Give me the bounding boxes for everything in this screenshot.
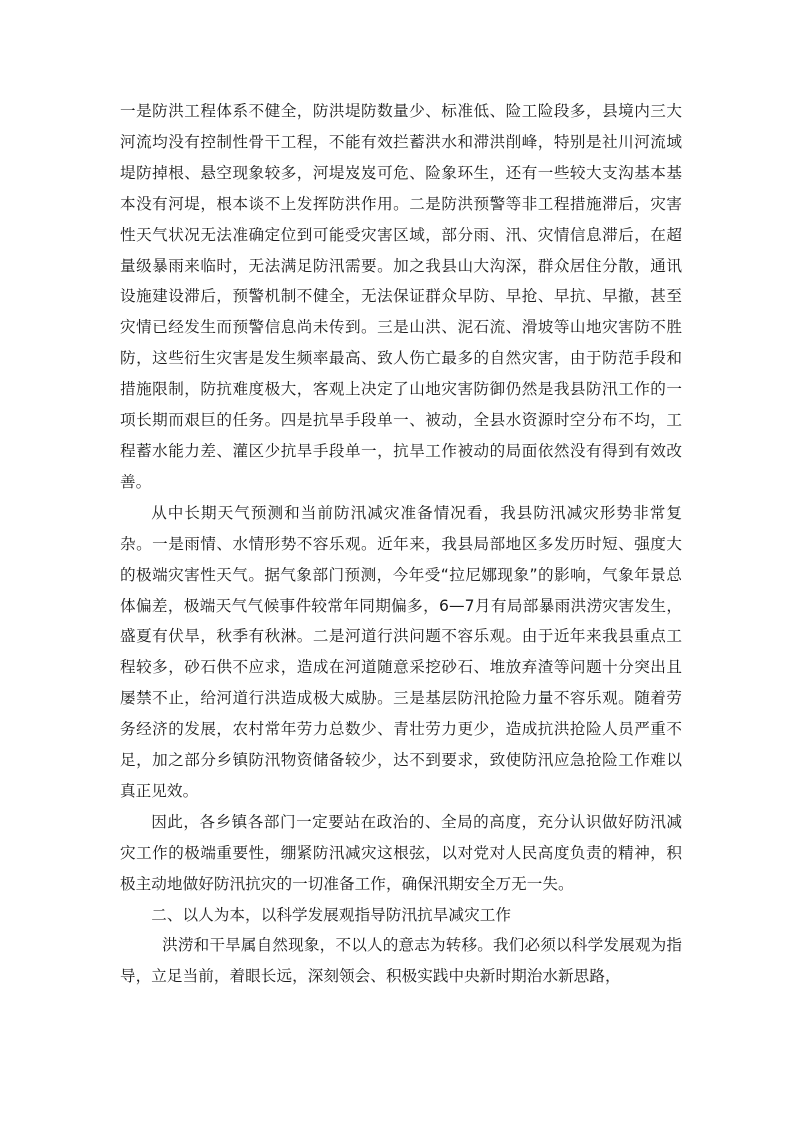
paragraph-scientific-development: 洪涝和干旱属自然现象，不以人的意志为转移。我们必须以科学发展观为指导，立足当前，着眼长远，深刻领会、积极实践中央新时期治水新思路， (120, 936, 682, 986)
paragraph-flood-situation-outlook: 从中长期天气预测和当前防汛减灾准备情况看，我县防汛减灾形势非常复杂。一是雨情、水情形势不容乐观。近年来，我县局部地区多发历时短、强度大的极端灾害性天气。据气象部门预测，今年受“拉尼娜现象”的影响，气象年景总体偏差，极端天气气候事件较常年同期偏多，6—7月有局部暴雨洪涝灾害发生，盛夏有伏旱，秋季有秋淋。二是河道行洪问题不容乐观。由于近年来我县重点工程较多，砂石供不应求，造成在河道随意采挖砂石、堆放弃渣等问题十分突出且屡禁不止，给河道行洪造成极大威胁。三是基层防汛抢险力量不容乐观。随着劳务经济的发展，农村常年劳力总数少、青壮劳力更少，造成抗洪抢险人员严重不足，加之部分乡镇防汛物资储备较少，达不到要求，致使防汛应急抢险工作难以真正见效。 (120, 503, 682, 800)
paragraph-conclusion-call-to-action: 因此，各乡镇各部门一定要站在政治的、全局的高度，充分认识做好防汛减灾工作的极端重要性，绷紧防汛减灾这根弦，以对党对人民高度负责的精神，积极主动地做好防汛抗灾的一切准备工作，确保汛期安全万无一失。 (120, 812, 682, 893)
section-heading: 二、以人为本，以科学发展观指导防汛抗旱减灾工作 (151, 905, 511, 924)
paragraph-flood-control-weaknesses: 一是防洪工程体系不健全，防洪堤防数量少、标准低、险工险段多，县境内三大河流均没有控制性骨干工程，不能有效拦蓄洪水和滞洪削峰，特别是社川河流域堤防掉根、悬空现象较多，河堤岌岌可危、险象环生，还有一些较大支沟基本基本没有河堤，根本谈不上发挥防洪作用。二是防洪预警等非工程措施滞后，灾害性天气状况无法准确定位到可能受灾害区域，部分雨、汛、灾情信息滞后，在超量级暴雨来临时，无法满足防汛需要。加之我县山大沟深，群众居住分散，通讯设施建设滞后，预警机制不健全，无法保证群众早防、早抢、早抗、早撤，甚至灾情已经发生而预警信息尚未传到。三是山洪、泥石流、滑坡等山地灾害防不胜防，这些衍生灾害是发生频率最高、致人伤亡最多的自然灾害，由于防范手段和措施限制，防抗难度极大，客观上决定了山地灾害防御仍然是我县防汛工作的一项长期而艰巨的任务。四是抗旱手段单一、被动，全县水资源时空分布不均，工程蓄水能力差、灌区少抗旱手段单一，抗旱工作被动的局面依然没有得到有效改善。 (120, 102, 682, 491)
document-body (120, 96, 682, 992)
